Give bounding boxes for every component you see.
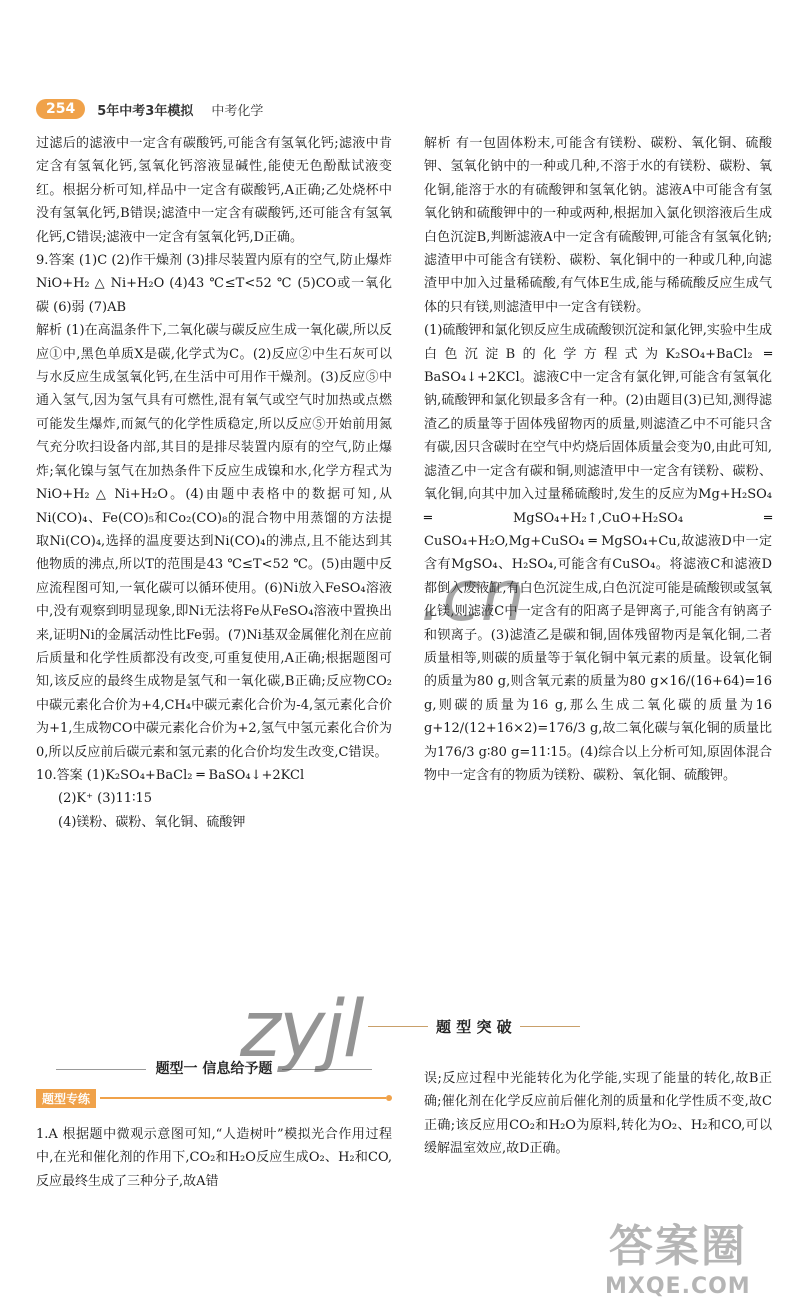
watermark-corner-text: 答案圈 [608,1221,747,1272]
analysis-10-body: (1)硫酸钾和氯化钡反应生成硫酸钡沉淀和氯化钾,实验中生成白色沉淀B的化学方程式为K₂SO₄+BaCl₂ ═ BaSO₄↓+2KCl。滤液C中一定含有氯化钾,可能含有氢氧化钠,硫酸钾和氯化钡最多含有一种。(2)由题目(3)已知,测得滤渣乙的质量等于固体残留物丙的质量,则滤渣乙中不可能只含有碳,因只含碳时在空气中灼烧后固体质量会变为0,由此可知,滤渣乙中一定含有碳和铜,则滤渣甲中一定含有镁粉、碳粉、氧化铜,向其中加入过量稀硫酸时,发生的反应为Mg+H₂SO₄ ═ MgSO₄+H₂↑,CuO+H₂SO₄ ═ CuSO₄+H₂O,Mg+CuSO₄ ═ MgSO₄+Cu,故滤液D中一定含有MgSO₄、H₂SO₄,可能含有CuSO₄。将滤液C和滤液D都倒入废液缸,有白色沉淀生成,白色沉淀可能是硫酸钡或氢氧化镁,则滤液C中一定含有的阳离子是钾离子,可能含有钠离子和钡离子。(3)滤渣乙是碳和铜,固体残留物丙是氧化铜,二者质量相等,则碳的质量等于氧化铜中氧元素的质量。设氧化铜的质量为80 g,则含氧元素的质量为80 g×16/(16+64)=16 g,则碳的质量为16 g,那么生成二氧化碳的质量为16 g+12/(12+16×2)=176/3 g,故二氧化碳与氧化铜的质量比为176/3 g∶80 g=11∶15。(4)综合以上分析可知,原固体混合物中一定含有的物质为镁粉、碳粉、氧化铜、硫酸钾。 [424,323,772,783]
practice-rule [100,1097,386,1099]
left-column [36,132,392,834]
section-banner [360,1016,588,1037]
watermark-corner-logo [605,1210,751,1299]
practice-bar [36,1088,392,1108]
practice-dot-icon [386,1095,392,1101]
right-column [424,132,772,787]
question-1-answer-left: 1.A 根据题中微观示意图可知,“人造树叶”模拟光合作用过程中,在光和催化剂的作用下,CO₂和H₂O反应生成O₂、H₂和CO,反应最终生成了三种分子,故A错 [36,1127,392,1189]
analysis-9: 解析 (1)在高温条件下,二氧化碳与碳反应生成一氧化碳,所以反应①中,黑色单质X是碳,化学式为C。(2)反应②中生石灰可以与水反应生成氢氧化钙,在生活中可用作干燥剂。(3)反应⑤中通入氢气,因为氢气具有可燃性,混有氧气或空气时加热或点燃可能发生爆炸,而氮气的化学性质稳定,所以反应⑤开始前用氮气充分吹扫设备内部,其目的是排尽装置内原有的空气,防止爆炸;氧化镍与氢气在加热条件下反应生成镍和水,化学方程式为NiO+H₂ △ Ni+H₂O。(4)由题中表格中的数据可知,从Ni(CO)₄、Fe(CO)₅和Co₂(CO)₈的混合物中用蒸馏的方法提取Ni(CO)₄,选择的温度要达到Ni(CO)₄的沸点,且不能达到其他物质的沸点,所以T的范围是43 ℃≤T<52 ℃。(5)由题中反应流程图可知,一氧化碳可以循环使用。(6)Ni放入FeSO₄溶液中,没有观察到明显现象,即Ni无法将Fe从FeSO₄溶液中置换出来,证明Ni的金属活动性比Fe弱。(7)Ni基双金属催化剂在应前后质量和化学性质都没有改变,可重复使用,A正确;根据题图可知,该反应的最终生成物是氢气和一氧化碳,B正确;反应物CO₂中碳元素化合价为+4,CH₄中碳元素化合价为-4,氢元素化合价为+1,生成物CO中碳元素化合价为+2,氢气中氢元素化合价为0,所以反应前后碳元素和氢元素的化合价均发生改变,C错误。 [36,323,392,760]
answer-9: 9.答案 (1)C (2)作干燥剂 (3)排尽装置内原有的空气,防止爆炸 NiO+H₂ △ Ni+H₂O (4)43 ℃≤T<52 ℃ (5)CO或一氧化碳 (6)弱 (7)AB [36,253,392,315]
page-number: 254 [36,99,85,119]
page-header [36,96,263,122]
watermark-cn: .cn [420,555,526,637]
question-1-answer-right: 误;反应过程中光能转化为化学能,实现了能量的转化,故B正确;催化剂在化学反应前后催化剂的质量和化学性质不变,故C正确;该反应用CO₂和H₂O为原料,转化为O₂、H₂和CO,可以缓解温室效应,故D正确。 [424,1071,772,1157]
answer-10-line-1: 10.答案 (1)K₂SO₄+BaCl₂ ═ BaSO₄↓+2KCl [36,767,305,783]
book-title: 5年中考3年模拟 [97,103,194,119]
answer-10-line-3: (4)镁粉、碳粉、氧化铜、硫酸钾 [58,814,246,830]
practice-label: 题型专练 [36,1089,96,1108]
analysis-10-intro: 解析 有一包固体粉末,可能含有镁粉、碳粉、氧化铜、硫酸钾、氢氧化钠中的一种或几种,不溶于水的有镁粉、碳粉、氧化铜,能溶于水的有硫酸钾和氢氧化钠。滤液A中可能含有氢氧化钠和硫酸钾中的一种或两种,根据加入氯化钡溶液后生成白色沉淀B,判断滤液A中一定含有硫酸钾,可能含有氢氧化钠;滤渣甲中可能含有镁粉、碳粉、氧化铜中的一种或几种,向滤渣甲中加入过量稀硫酸,有气体E生成,能与稀硫酸反应生成气体的只有镁,则滤渣甲中一定含有镁粉。 [424,136,772,315]
watermark-zyjl: zyjl [240,985,363,1075]
title-left-rule [56,1069,146,1070]
section-title-text: 题型一 信息给予题 [155,1061,273,1077]
answer-10-line-2: (2)K⁺ (3)11∶15 [58,791,153,807]
banner-right-rule [520,1026,580,1027]
book-subtitle: 中考化学 [211,103,264,119]
banner-text: 题 型 突 破 [436,1018,512,1036]
banner-left-rule [368,1026,428,1027]
left-paragraph-1: 过滤后的滤液中一定含有碳酸钙,可能含有氢氧化钙;滤液中肯定含有氢氧化钙,氢氧化钙溶液显碱性,能使无色酚酞试液变红。根据分析可知,样品中一定含有碳酸钙,A正确;乙处烧杯中没有氢氧化钙,B错误;滤渣中一定含有碳酸钙,还可能含有氢氧化钙,C错误;滤液中一定含有氢氧化钙,D正确。 [36,136,392,245]
watermark-corner-url: MXQE.COM [605,1274,751,1299]
